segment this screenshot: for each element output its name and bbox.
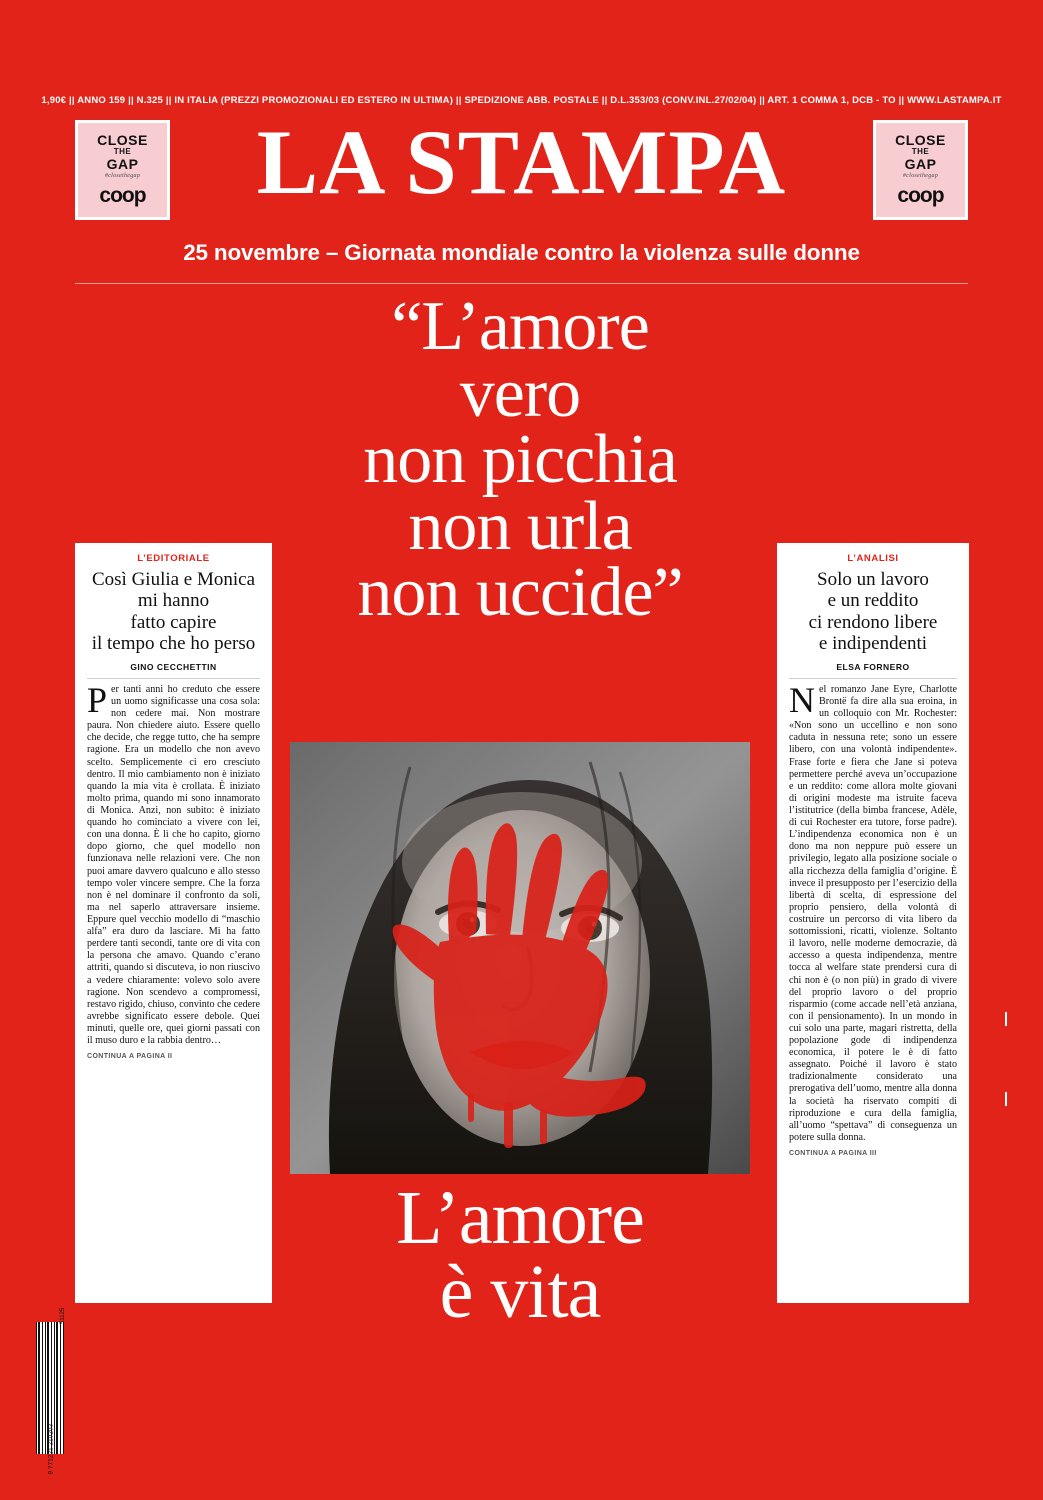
article-headline-line: e indipendenti [818,633,928,655]
logo-line-the: THE [113,146,132,156]
logo-line-gap: GAP [904,155,937,172]
article-continuation: CONTINUA A PAGINA II [87,1053,173,1061]
registration-mark [1005,1092,1007,1106]
article-kicker: L’ANALISI [847,553,899,564]
article-headline-line: Così Giulia e Monica [91,569,256,590]
article-headline-line: e un reddito [827,590,919,612]
article-body [789,679,957,1144]
coop-brand: coop [897,183,944,207]
masthead-divider [75,283,968,284]
masthead-info-bar: 1,90€ || ANNO 159 || N.325 || IN ITALIA (PREZZI PROMOZIONALI ED ESTERO IN ULTIMA) || SPEDIZIONE ABB. POSTALE || D.L.353/03 (CONV.INL.27/02/04) || ART. 1 COMMA 1, DCB - TO || WWW.LASTAMPA.IT [41,95,1002,106]
barcode-number: 9 771221 210203 [47,1423,55,1475]
bottom-headline-line: L’amore [396,1176,644,1260]
masthead [0,111,1043,230]
lead-photo [290,742,750,1174]
article-headline [87,569,260,655]
article-dropcap: N [789,679,815,720]
article-kicker: L’EDITORIALE [137,553,210,564]
article-continuation: CONTINUA A PAGINA III [789,1150,877,1158]
logo-line-gap: GAP [106,155,139,172]
logo-line-close: CLOSE [97,131,148,148]
close-the-gap-logo-right [873,120,968,220]
campaign-subtitle: 25 novembre – Giornata mondiale contro la violenza sulle donne [183,240,860,265]
logo-tagline: #closethegap [104,172,141,179]
article-divider [789,678,957,679]
bottom-headline [290,1176,750,1334]
logo-line-close: CLOSE [895,131,946,148]
barcode [36,1307,66,1475]
article-headline [789,569,957,655]
analysis-article-box [777,543,969,1303]
article-headline-line: il tempo che ho perso [91,633,256,655]
article-headline-line: mi hanno [137,590,210,612]
article-byline: ELSA FORNERO [836,661,910,672]
headline-line: non urla [408,487,632,565]
headline-line: non picchia [363,421,677,498]
lead-photo-image [290,742,750,1174]
article-divider [87,678,260,679]
article-headline-line: fatto capire [130,611,217,633]
page-title: LA STAMPA [256,111,787,213]
headline-line: non uccide” [357,554,683,631]
logo-tagline: #closethegap [902,172,939,179]
coop-brand: coop [99,183,146,207]
article-dropcap: P [87,679,108,720]
article-body-text: er tanti anni ho creduto che essere un uomo significasse una cosa sola: non cedere mai. Non mostrare paura. Non chiedere aiuto. Essere quello che decide, che regge tutto, che ha sempre ragione. Era un modello che non avevo scelto. Semplicemente ci ero cresciuto dentro. Il mio cambiamento non è iniziato quando la mia vita è crollata. È iniziato molto prima, quando mi sono innamorato di Monica. Anzi, non subito: è iniziato quando ho cominciato a vivere con lei, con una donna. È lì che ho capito, giorno dopo giorno, che quel modello non funzionava nelle relazioni vere. Che non puoi amare davvero qualcuno e allo stesso tempo voler vincere sempre. Che la forza non è nel dominare il confronto da soli, ma nel saperlo attraversare insieme. Eppure quel vecchio modello di “maschio alfa” era duro da lasciare. Mi ha fatto perdere tanti secondi, tante ore di vita con la persona che amavo. Quando c’erano attriti, quando si discuteva, io non riuscivo a vedere chiaramente: volevo solo avere ragione. Non scendevo a compromessi, restavo rigido, chiuso, convinto che cedere avrebbe significato essere debole. Quei minuti, quelle ore, quei giorni passati con il muso duro e la rabbia dentro… [87,683,260,1047]
article-body [87,679,260,1047]
lead-story [290,288,750,631]
bottom-headline-line: è vita [439,1249,601,1334]
registration-mark [1005,1012,1007,1026]
barcode-issue-number: 51125 [60,1307,66,1324]
article-headline-line: Solo un lavoro [817,569,929,590]
logo-line-the: THE [911,146,930,156]
editorial-article-box [75,543,272,1303]
headline-line: vero [459,354,581,432]
article-body-text: el romanzo Jane Eyre, Charlotte Brontë fa dire alla sua eroina, in un colloquio con Mr. Rochester: «Non sono un uccellino e non sono caduta in nessuna rete; sono un essere libero, con una volontà indipendente». Frase forte e fiera che Jane si poteva permettere perché aveva un’occupazione e un reddito: come allora molte giovani di origini modeste ma istruite faceva l’istitutrice (della bimba francese, Adèle, di cui Rochester era tutore, forse padre). L’indipendenza economica non è un dono ma non neppure può essere un privilegio, legato alla posizione sociale o alla ricchezza della famiglia d’origine. È invece il presupposto per l’esercizio della libertà di scelta, di espressione del proprio pensiero, della volontà di costruire un percorso di vita libero da sottomissioni, ricatti, violenze. Soltanto il lavoro, nelle moderne democrazie, dà accesso a questa indipendenza, mentre tocca al welfare state prendersi cura di chi non è (o non più) in grado di vivere del proprio lavoro o del proprio risparmio (come accade nell’età anziana, con il pensionamento). In un mondo in cui solo una parte, magari ristretta, della popolazione gode di indipendenza economica, il potere le è di fatto assegnato. Poiché il lavoro è stato tradizionalmente considerato una prerogativa dell’uomo, mentre alla donna la società ha riservato compiti di riproduzione e cura della famiglia, all’uomo “spettava” di conseguenza un potere sulla donna. [789,683,957,1143]
main-headline [290,288,750,631]
article-byline: GINO CECCHETTIN [130,661,217,672]
article-headline-line: ci rendono libere [808,611,938,633]
headline-line: “L’amore [391,288,649,365]
